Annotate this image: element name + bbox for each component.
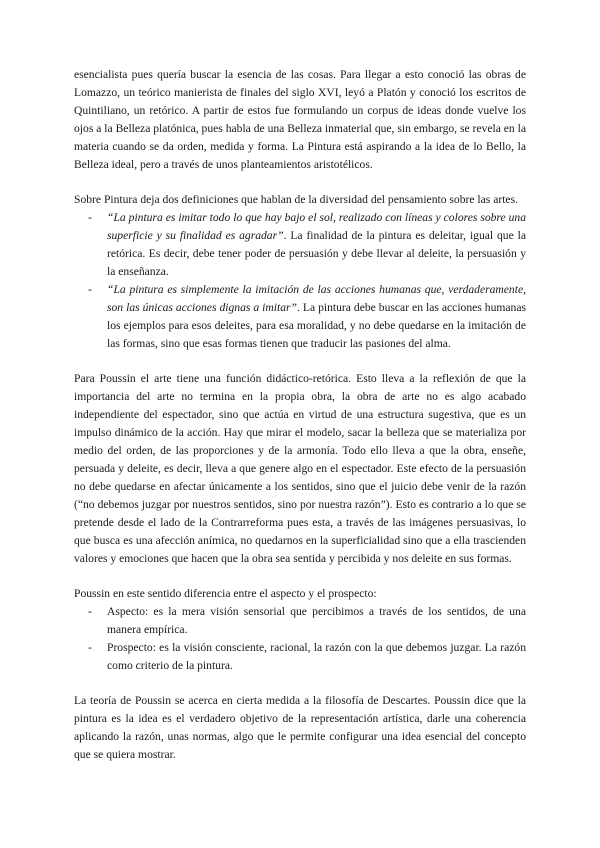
- document-body: [74, 66, 526, 764]
- paragraph-platonic-beauty: esencialista pues quería buscar la esencia de las cosas. Para llegar a esto conoció las obras de Lomazzo, un teórico manierista de finales del siglo XVI, leyó a Platón y conoció los escritos de Quintiliano, un retórico. A partir de estos fue formulando un corpus de ideas donde vuelve los ojos a la Belleza platónica, pues habla de una Belleza inmaterial que, sin embargo, se revela en la materia cuando se da orden, medida y forma. La Pintura está aspirando a la idea de lo Bello, la Belleza ideal, pero a través de unos planteamientos aristotélicos.: [74, 68, 526, 171]
- dash-bullet: -: [88, 283, 92, 296]
- paragraph-spacer: [74, 568, 526, 585]
- definition-item: [74, 281, 526, 353]
- paragraph-spacer: [74, 353, 526, 370]
- definition-item: [74, 209, 526, 281]
- paragraph-definitions-intro: Sobre Pintura deja dos definiciones que hablan de la diversidad del pensamiento sobre las artes.: [74, 193, 518, 206]
- aspect-item-text: Aspecto: es la mera visión sensorial que percibimos a través de los sentidos, de una manera empírica.: [107, 605, 526, 636]
- prospect-item: [74, 639, 526, 675]
- paragraph-spacer: [74, 675, 526, 692]
- paragraph-aspect-prospect-intro: Poussin en este sentido diferencia entre el aspecto y el prospecto:: [74, 587, 377, 600]
- definition-quote: “La pintura es simplemente la imitación de las acciones humanas que, verdaderamente, son las únicas acciones dignas a imitar”: [107, 283, 526, 314]
- dash-bullet: -: [88, 641, 92, 654]
- definition-quote: “La pintura es imitar todo lo que hay bajo el sol, realizado con líneas y colores sobre una superficie y su finalidad es agradar”: [107, 211, 526, 242]
- dash-bullet: -: [88, 605, 92, 618]
- paragraph-descartes: La teoría de Poussin se acerca en cierta medida a la filosofía de Descartes. Poussin dice que la pintura es la idea es el verdadero objetivo de la representación artística, darle una coherencia aplicando la razón, unas normas, algo que le permite configurar una idea esencial del concepto que se quiera mostrar.: [74, 694, 526, 761]
- dash-bullet: -: [88, 211, 92, 224]
- prospect-item-text: Prospecto: es la visión consciente, racional, la razón con la que debemos juzgar. La razón como criterio de la pintura.: [107, 641, 526, 672]
- definition-text: . La pintura debe buscar en las acciones humanas los ejemplos para esos deleites, para esa moralidad, y no debe quedarse en la imitación de las formas, sino que esas formas tienen que traducir las pasiones del alma.: [107, 301, 526, 350]
- aspect-item: [74, 603, 526, 639]
- definitions-list: [74, 209, 526, 353]
- paragraph-didactic-function: Para Poussin el arte tiene una función didáctico-retórica. Esto lleva a la reflexión de que la importancia del arte no termina en la propia obra, la obra de arte no es algo acabado independiente del espectador, sino que actúa en virtud de una estructura sugestiva, que es un impulso dinámico de la acción. Hay que mirar el modelo, sacar la belleza que se materializa por medio del orden, de las proporciones y de la armonía. Todo ello lleva a que la obra, enseñe, persuada y deleite, es decir, lleva a que genere algo en el espectador. Este efecto de la persuasión no debe quedarse en afectar únicamente a los sentidos, sino que el juicio debe venir de la razón (“no debemos juzgar por nuestros sentidos, sino por nuestra razón”). Esto es contrario a lo que se pretende desde el lado de la Contrarreforma pues esta, a través de las imágenes persuasivas, lo que busca es una afección anímica, no quedarnos en la superficialidad sino que a ella trascienden valores y emociones que hacen que la obra sea sentida y percibida y nos deleite en sus formas.: [74, 372, 526, 565]
- definition-text: . La finalidad de la pintura es deleitar, igual que la retórica. Es decir, debe tener poder de persuasión y debe llevar al deleite, la persuasión y la enseñanza.: [107, 229, 526, 278]
- aspect-prospect-list: [74, 603, 526, 675]
- paragraph-spacer: [74, 174, 526, 191]
